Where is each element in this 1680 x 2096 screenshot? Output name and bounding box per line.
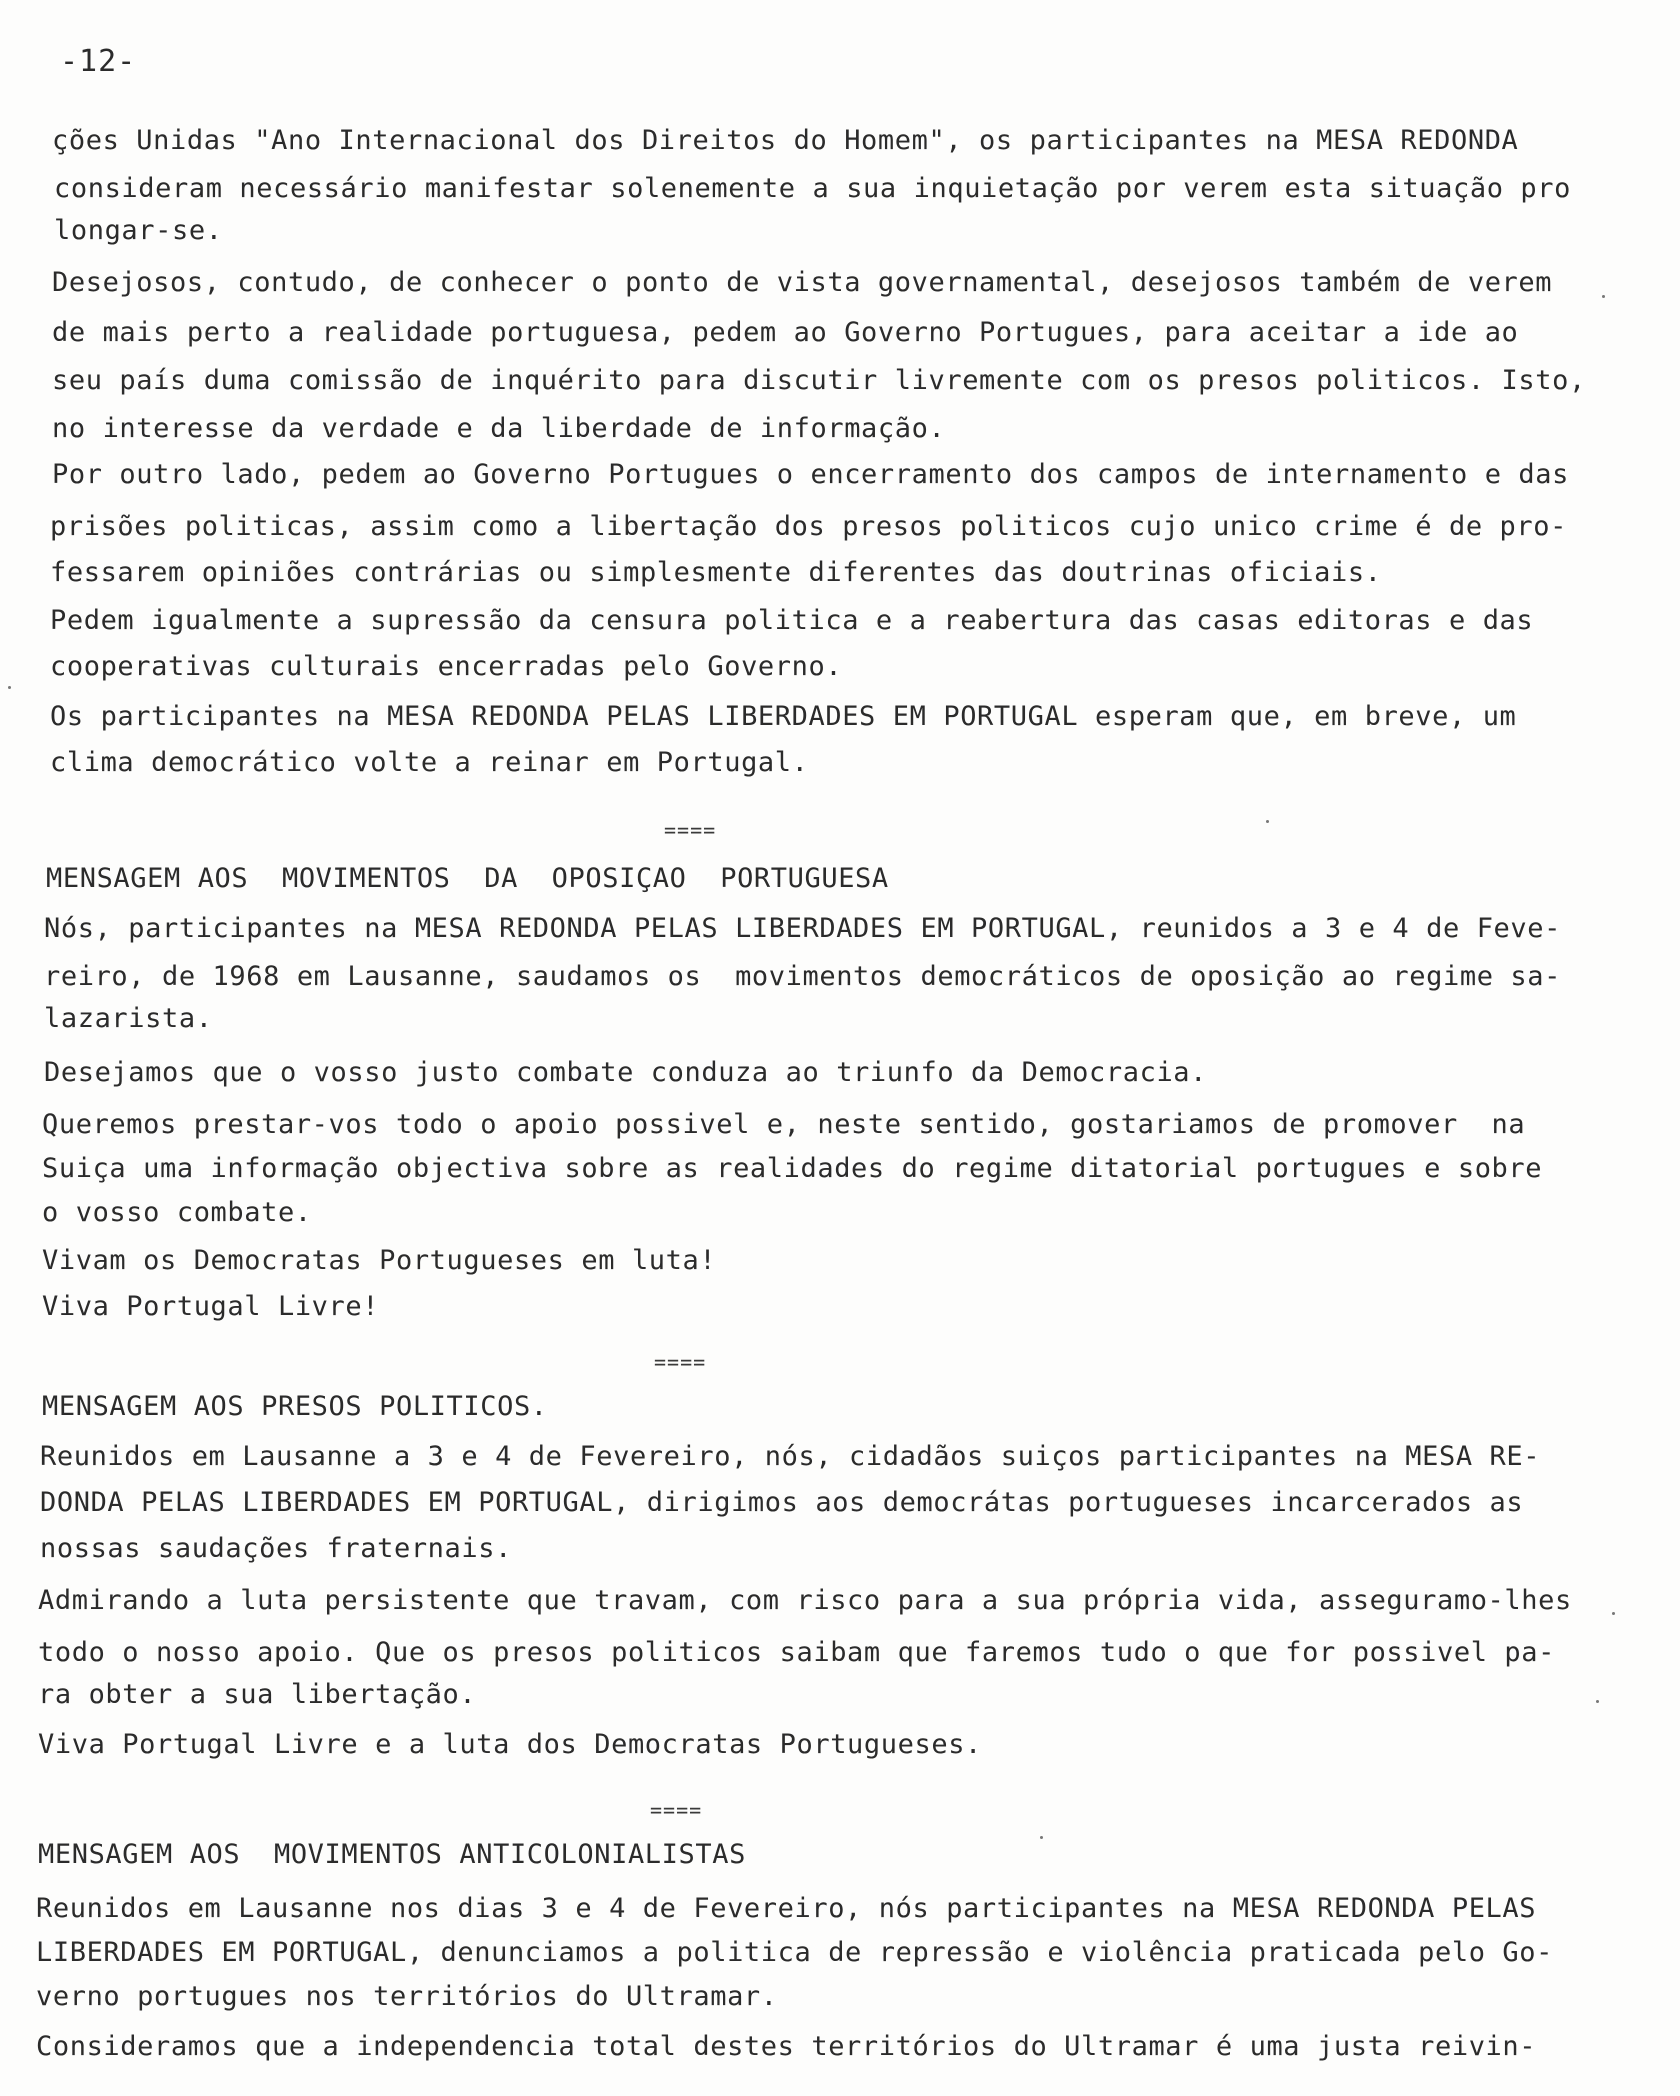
section-separator: ====	[650, 1798, 703, 1822]
text-line: clima democrático volte a reinar em Portugal.	[50, 747, 809, 778]
text-line: Vivam os Democratas Portugueses em luta!	[42, 1245, 717, 1276]
text-line: nossas saudações fraternais.	[40, 1533, 512, 1564]
text-line: longar-se.	[54, 215, 223, 246]
section-heading: MENSAGEM AOS MOVIMENTOS DA OPOSIÇAO PORTUGUESA	[46, 863, 889, 894]
text-line: Reunidos em Lausanne nos dias 3 e 4 de Fevereiro, nós participantes na MESA REDONDA PELAS	[36, 1893, 1537, 1924]
text-line: no interesse da verdade e da liberdade de informação.	[52, 413, 946, 444]
text-line: Suiça uma informação objectiva sobre as realidades do regime ditatorial portugues e sobre	[42, 1153, 1543, 1184]
text-line: todo o nosso apoio. Que os presos politicos saibam que faremos tudo o que for possivel pa-	[38, 1637, 1555, 1668]
text-line: Nós, participantes na MESA REDONDA PELAS LIBERDADES EM PORTUGAL, reunidos a 3 e 4 de Feve-	[44, 913, 1561, 944]
text-line: DONDA PELAS LIBERDADES EM PORTUGAL, dirigimos aos democrátas portugueses incarcerados as	[40, 1487, 1524, 1518]
text-line: fessarem opiniões contrárias ou simplesmente diferentes das doutrinas oficiais.	[50, 557, 1382, 588]
text-line: Os participantes na MESA REDONDA PELAS LIBERDADES EM PORTUGAL esperam que, em breve, um	[50, 701, 1517, 732]
text-line: Desejosos, contudo, de conhecer o ponto de vista governamental, desejosos também de verem	[52, 267, 1553, 298]
section-heading: MENSAGEM AOS PRESOS POLITICOS.	[42, 1391, 548, 1422]
text-line: reiro, de 1968 em Lausanne, saudamos os movimentos democráticos de oposição ao regime sa-	[44, 961, 1561, 992]
scan-speck	[8, 686, 11, 689]
text-line: Por outro lado, pedem ao Governo Portugues o encerramento dos campos de internamento e das	[52, 459, 1569, 490]
text-line: seu país duma comissão de inquérito para discutir livremente com os presos politicos. Isto,	[52, 365, 1586, 396]
text-line: o vosso combate.	[42, 1197, 312, 1228]
text-line: cooperativas culturais encerradas pelo Governo.	[50, 651, 843, 682]
text-line: prisões politicas, assim como a libertação dos presos politicos cujo unico crime é de pro-	[50, 511, 1567, 542]
text-line: Queremos prestar-vos todo o apoio possivel e, neste sentido, gostariamos de promover na	[42, 1109, 1526, 1140]
scan-speck	[1266, 820, 1269, 823]
text-line: Viva Portugal Livre!	[42, 1291, 380, 1322]
section-separator: ====	[654, 1350, 707, 1374]
text-line: Consideramos que a independencia total destes territórios do Ultramar é uma justa reivin-	[36, 2031, 1537, 2062]
text-line: verno portugues nos territórios do Ultramar.	[36, 1981, 778, 2012]
scan-speck	[1596, 1700, 1599, 1703]
scan-speck	[1602, 295, 1605, 298]
text-line: Pedem igualmente a supressão da censura politica e a reabertura das casas editoras e das	[50, 605, 1534, 636]
text-line: consideram necessário manifestar solenemente a sua inquietação por verem esta situação pro	[54, 173, 1571, 204]
scan-speck	[1612, 1612, 1615, 1615]
text-line: lazarista.	[44, 1003, 213, 1034]
text-line: de mais perto a realidade portuguesa, pedem ao Governo Portugues, para aceitar a ide ao	[52, 317, 1519, 348]
text-line: Viva Portugal Livre e a luta dos Democratas Portugueses.	[38, 1729, 982, 1760]
text-line: Admirando a luta persistente que travam, com risco para a sua própria vida, asseguramo-lhes	[38, 1585, 1572, 1616]
section-separator: ====	[664, 818, 717, 842]
text-line: ra obter a sua libertação.	[38, 1679, 477, 1710]
scan-speck	[1040, 1836, 1043, 1839]
text-line: LIBERDADES EM PORTUGAL, denunciamos a politica de repressão e violência praticada pelo Go-	[36, 1937, 1553, 1968]
page-number: -12-	[60, 44, 137, 79]
section-heading: MENSAGEM AOS MOVIMENTOS ANTICOLONIALISTAS	[38, 1839, 746, 1870]
text-line: Desejamos que o vosso justo combate conduza ao triunfo da Democracia.	[44, 1057, 1208, 1088]
text-line: Reunidos em Lausanne a 3 e 4 de Fevereiro, nós, cidadãos suiços participantes na MESA RE-	[40, 1441, 1541, 1472]
text-line: ções Unidas "Ano Internacional dos Direitos do Homem", os participantes na MESA REDONDA	[52, 125, 1519, 156]
